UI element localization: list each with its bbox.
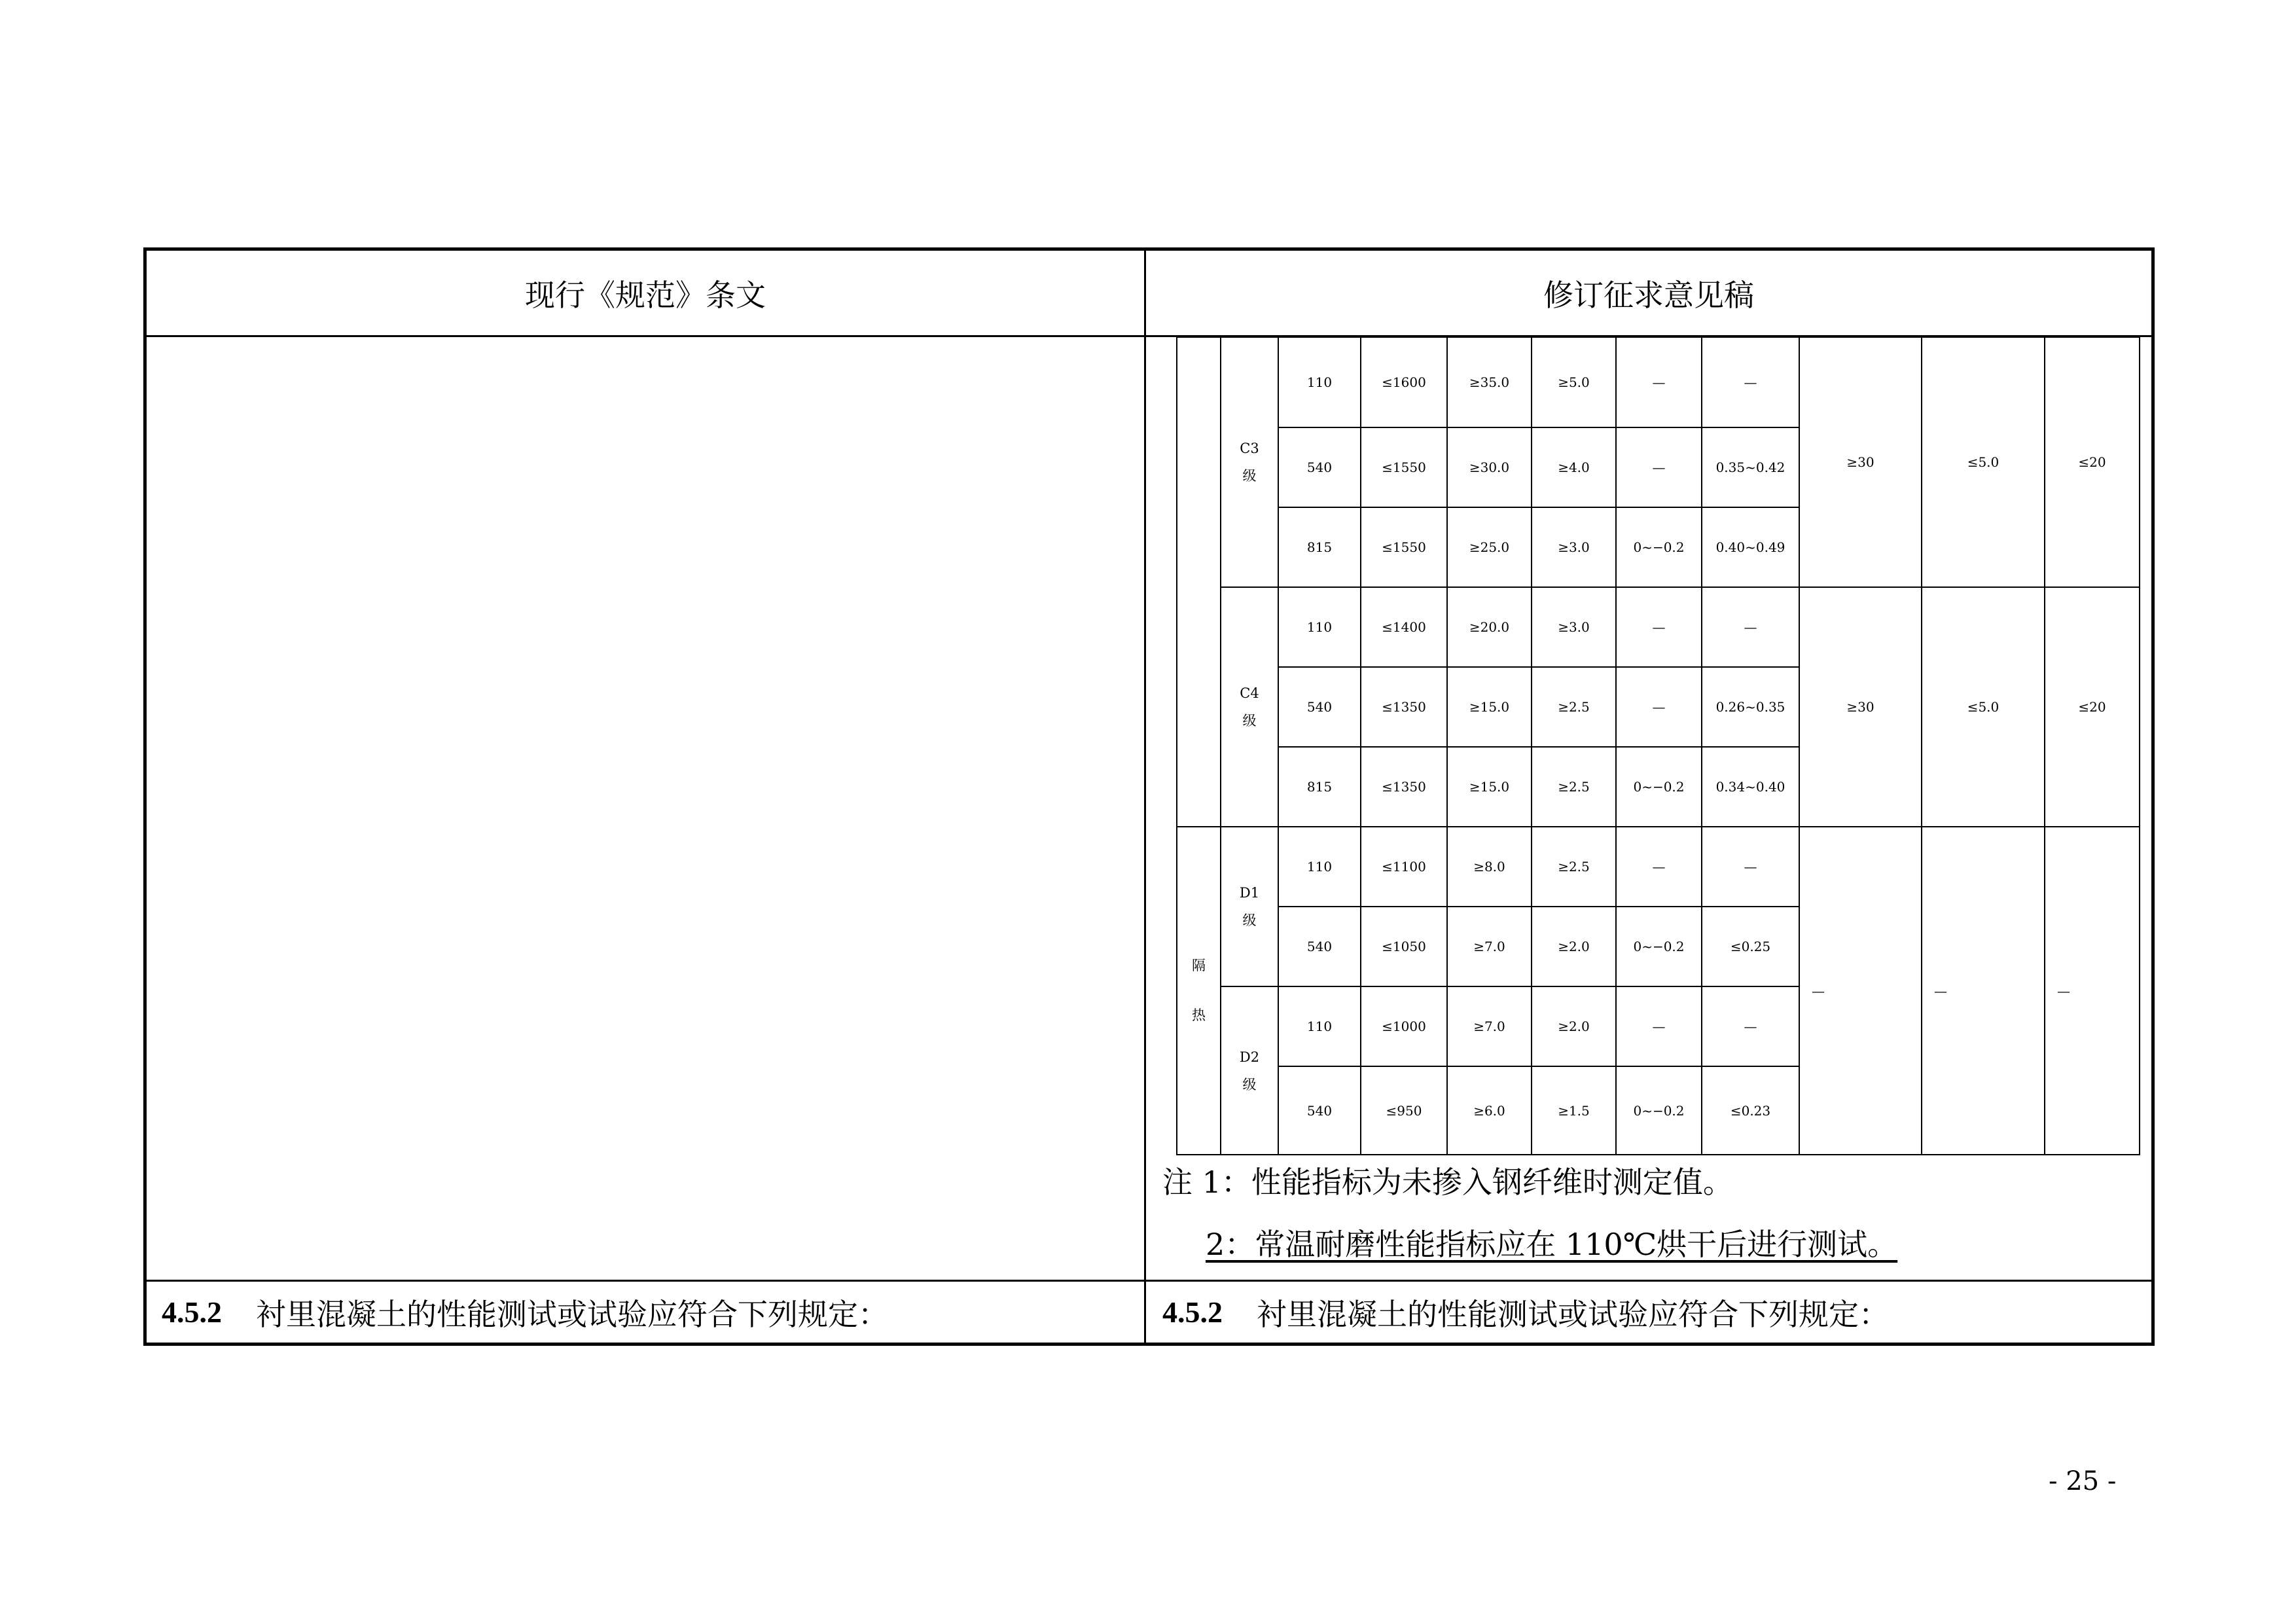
table-cell: 0.26~0.35 [1702, 667, 1799, 747]
column-divider [1144, 247, 1146, 1346]
table-cell: ≥4.0 [1532, 427, 1616, 507]
table-cell: 0.34~0.40 [1702, 747, 1799, 827]
table-cell: ≥20.0 [1447, 587, 1532, 667]
table-cell: ≤0.25 [1702, 907, 1799, 986]
table-cell: ≥7.0 [1447, 986, 1532, 1066]
table-cell: 540 [1278, 907, 1361, 986]
table-cell: ≥30.0 [1447, 427, 1532, 507]
clause-number: 4.5.2 [1162, 1295, 1223, 1329]
table-cell: 0~−0.2 [1616, 907, 1702, 986]
table-cell: — [2045, 827, 2140, 1155]
table-cell: — [1616, 587, 1702, 667]
table-cell: ≤1000 [1361, 986, 1447, 1066]
table-cell: 0.35~0.42 [1702, 427, 1799, 507]
table-cell: ≥30 [1799, 587, 1922, 827]
table-cell: — [1616, 667, 1702, 747]
table-cell: ≤1400 [1361, 587, 1447, 667]
table-cell: 0~−0.2 [1616, 747, 1702, 827]
table-cell: ≤1350 [1361, 667, 1447, 747]
table-cell: — [1702, 827, 1799, 907]
table-cell: ≥5.0 [1532, 337, 1616, 427]
table-cell: 0~−0.2 [1616, 507, 1702, 587]
table-note-2: 2：常温耐磨性能指标应在 110℃烘干后进行测试。 [1206, 1227, 1898, 1262]
table-cell: ≤5.0 [1922, 337, 2045, 587]
table-cell: 540 [1278, 427, 1361, 507]
table-cell: ≥2.5 [1532, 667, 1616, 747]
table-cell: ≤20 [2045, 337, 2140, 587]
table-cell: ≤20 [2045, 587, 2140, 827]
table-note-1: 注 1：性能指标为未掺入钢纤维时测定值。 [1162, 1164, 1733, 1200]
table-cell: ≥8.0 [1447, 827, 1532, 907]
category-cell [1177, 827, 1221, 1155]
table-cell: ≤1550 [1361, 507, 1447, 587]
table-cell: ≥3.0 [1532, 587, 1616, 667]
clause-current [162, 1282, 1137, 1343]
table-cell: ≥30 [1799, 337, 1922, 587]
clause-revised [1162, 1282, 2144, 1343]
table-cell: ≥35.0 [1447, 337, 1532, 427]
table-cell: ≥25.0 [1447, 507, 1532, 587]
table-cell: 110 [1278, 587, 1361, 667]
grade-cell: C4 级 [1221, 587, 1278, 827]
table-cell: ≤1100 [1361, 827, 1447, 907]
table-cell: ≥2.0 [1532, 986, 1616, 1066]
table-cell: ≥3.0 [1532, 507, 1616, 587]
table-cell: ≥2.5 [1532, 827, 1616, 907]
table-cell: — [1616, 986, 1702, 1066]
table-cell: 110 [1278, 337, 1361, 427]
current-spec-heading: 现行《规范》条文 [525, 277, 766, 313]
grade-cell: D1 级 [1221, 827, 1278, 986]
table-cell: ≤1550 [1361, 427, 1447, 507]
table-cell: ≥2.0 [1532, 907, 1616, 986]
table-cell: ≤5.0 [1922, 587, 2045, 827]
category-label: 隔 热 [1192, 957, 1206, 1023]
page-number: - 25 - [2049, 1466, 2117, 1496]
table-cell: 110 [1278, 827, 1361, 907]
table-cell: — [1616, 427, 1702, 507]
table-cell: 110 [1278, 986, 1361, 1066]
table-cell: ≥15.0 [1447, 667, 1532, 747]
table-cell: — [1702, 587, 1799, 667]
table-cell: — [1702, 986, 1799, 1066]
table-cell: 540 [1278, 667, 1361, 747]
table-cell: — [1799, 827, 1922, 1155]
table-cell: — [1702, 337, 1799, 427]
grade-cell: C3 级 [1221, 337, 1278, 587]
table-cell: 0~−0.2 [1616, 1066, 1702, 1155]
property-table [1176, 336, 2140, 1155]
revised-draft-heading: 修订征求意见稿 [1543, 277, 1754, 313]
table-cell: ≤0.23 [1702, 1066, 1799, 1155]
table-cell: ≤950 [1361, 1066, 1447, 1155]
table-cell: — [1616, 827, 1702, 907]
category-cell [1177, 337, 1221, 827]
table-cell: ≥1.5 [1532, 1066, 1616, 1155]
table-cell: 0.40~0.49 [1702, 507, 1799, 587]
grade-cell: D2 级 [1221, 986, 1278, 1155]
table-cell: 540 [1278, 1066, 1361, 1155]
clause-number: 4.5.2 [162, 1295, 222, 1329]
table-cell: ≥7.0 [1447, 907, 1532, 986]
table-cell: — [1616, 337, 1702, 427]
table-cell: 815 [1278, 747, 1361, 827]
table-cell: ≥15.0 [1447, 747, 1532, 827]
table-cell: ≤1350 [1361, 747, 1447, 827]
table-cell: — [1922, 827, 2045, 1155]
clause-text: 衬里混凝土的性能测试或试验应符合下列规定： [1257, 1296, 1889, 1332]
table-cell: ≥2.5 [1532, 747, 1616, 827]
table-cell: 815 [1278, 507, 1361, 587]
table-cell: ≤1600 [1361, 337, 1447, 427]
table-cell: ≥6.0 [1447, 1066, 1532, 1155]
table-cell: ≤1050 [1361, 907, 1447, 986]
clause-text: 衬里混凝土的性能测试或试验应符合下列规定： [256, 1296, 888, 1332]
